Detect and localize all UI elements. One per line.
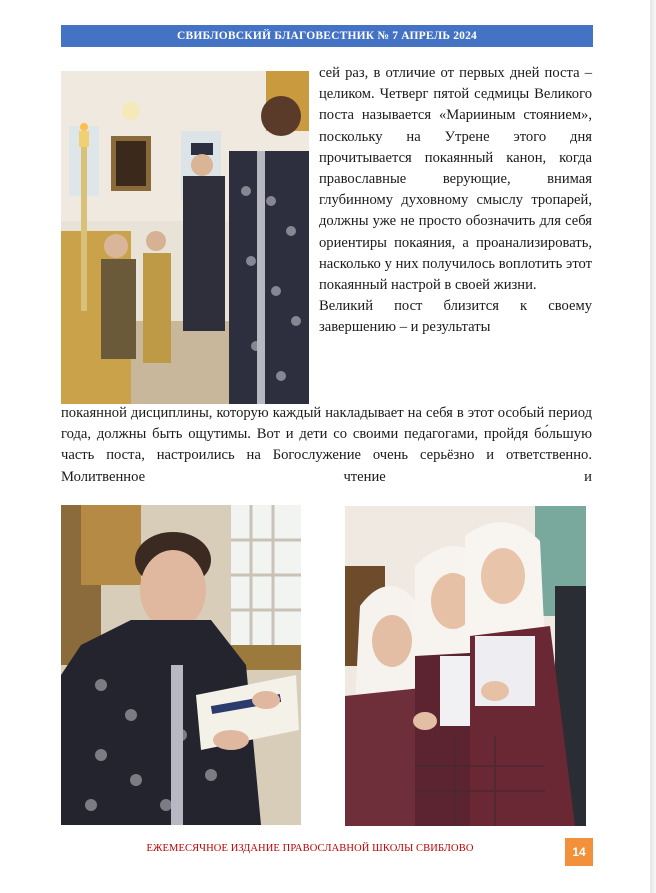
footer-publication: ЕЖЕМЕСЯЧНОЕ ИЗДАНИЕ ПРАВОСЛАВНОЙ ШКОЛЫ СВИБЛОВО — [146, 843, 474, 854]
schoolgirls-photo — [345, 506, 586, 826]
header-title: СВИБЛОВСКИЙ БЛАГОВЕСТНИК № 7 АПРЕЛЬ 2024 — [176, 30, 478, 42]
paragraph-1-text: сей раз, в отличие от первых дней поста – целиком. Четверг пятой седмицы Великого поста называется «Марииным стоянием», поскольку на Утрене этого дня прочитывается покаянный канон, когда православные верующие, внимая глубинному духовному смыслу тропарей, должны уже не просто обозначить для себя ориентиры покаяния, а проанализировать, насколько у них получилось воплотить этот покаянный настрой в своей жизни. — [319, 65, 592, 294]
paragraph-2-side-text: Великий пост близится к своему завершению – и результаты — [319, 298, 592, 336]
article-paragraph-1 — [319, 63, 592, 339]
page-edge-shadow — [650, 0, 656, 893]
clergy-service-photo — [61, 71, 309, 404]
page-number: 14 — [572, 845, 586, 859]
paragraph-2-full-text: покаянной дисциплины, которую каждый накладывает на себя в этот особый период года, должны быть ощутимы. Вот и дети со своими педагогами, пройдя бо́льшую часть поста, настроились на Богослужение очень серьёзно и ответственно. Молитвенное чтение и — [61, 405, 592, 485]
header-bar — [61, 25, 593, 47]
page-number-badge — [565, 838, 593, 866]
reader-with-book-photo — [61, 505, 301, 825]
article-paragraph-2 — [61, 403, 592, 488]
